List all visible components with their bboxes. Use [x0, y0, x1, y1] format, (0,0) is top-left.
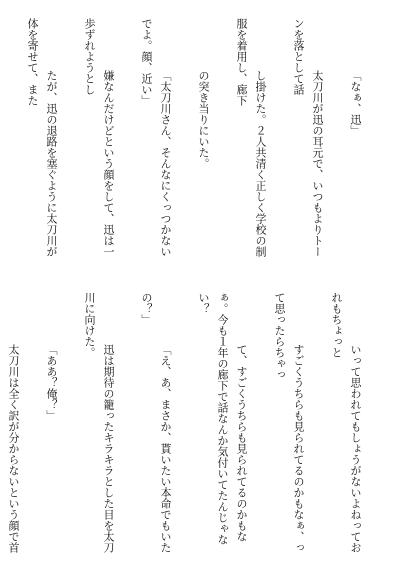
text-line: 「なぁ、迅」	[349, 70, 362, 136]
text-line: 「太刀川さん、そんなにくっつかないでよ。顔、近い」	[140, 18, 172, 257]
text-line: たが、迅の退路を塞ぐように太刀川が体を寄せて、また	[26, 18, 58, 257]
text-line: 太刀川が迅の耳元で、いつもよりトーンを落として話	[292, 18, 324, 257]
text-line: し掛けた。２人共清く正しく学校の制服を着用し、廊下	[235, 18, 267, 257]
text-line: いって思われてもしょうがないよねっておれもちょっと	[330, 292, 362, 553]
text-line	[0, 70, 1, 169]
text-line: 迅は期待の籠ったキラキラとした目を太刀川に向けた。	[83, 292, 115, 553]
text-line: 太刀川は全く訳が分からないという顔で首	[7, 344, 20, 553]
text-line: 嫌なんだけどという顔をして、迅は一歩ずれようとし	[83, 18, 115, 257]
lower-text-block	[7, 292, 384, 554]
upper-text-block	[28, 18, 384, 260]
text-line: の突き当りにいた。	[197, 70, 210, 169]
text-line: 「ああ？俺？」	[45, 344, 58, 421]
text-line: て、すごくうちらも見られてるのかもなぁ。今も１年の廊下で話なんか気付いてたんじゃない？	[197, 292, 248, 545]
text-line: すごくうちらも見られてるのかもなぁ、って思ったらちゃっ	[273, 292, 305, 553]
text-line: 「え、あ、まさか、貰いたい本命でもいたの？」	[140, 292, 172, 553]
